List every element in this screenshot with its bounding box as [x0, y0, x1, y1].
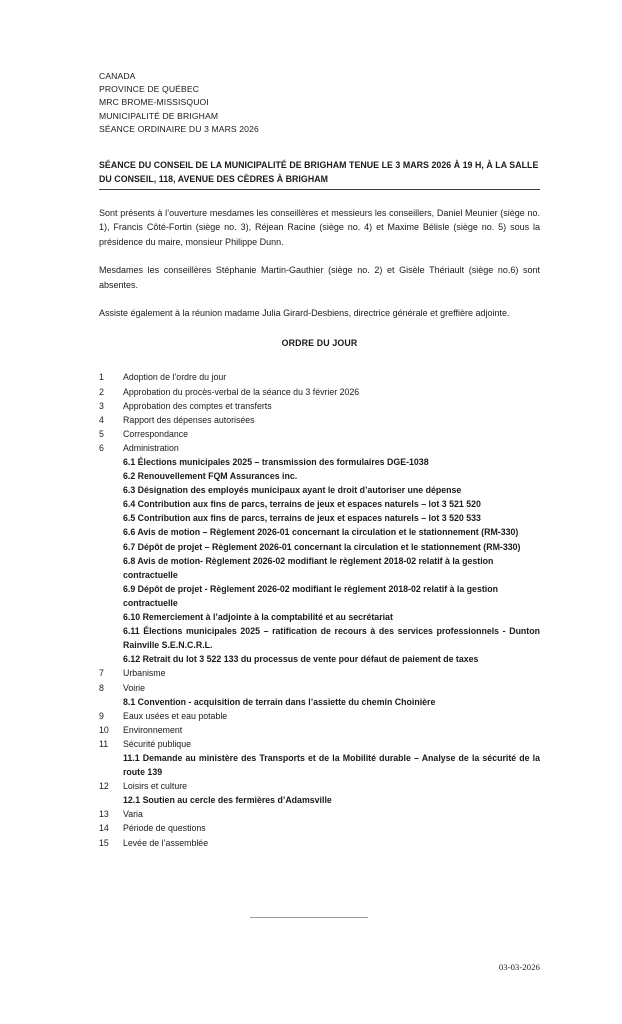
header-line-country: CANADA — [99, 71, 136, 81]
agenda-item — [99, 681, 540, 695]
agenda-item-label: 6.10 Remerciement à l’adjointe à la comptabilité et au secrétariat — [123, 612, 393, 623]
agenda-item — [99, 666, 540, 680]
agenda-item-number: 10 — [99, 724, 109, 735]
signature-line — [250, 917, 368, 918]
agenda-item-number: 3 — [99, 400, 104, 411]
agenda-item — [99, 385, 540, 399]
agenda-item-label: Levée de l’assemblée — [123, 837, 209, 848]
agenda-item-label: Loisirs et culture — [123, 781, 188, 792]
agenda-item-number: 15 — [99, 837, 109, 848]
agenda-item-number: 8 — [99, 682, 104, 693]
agenda-item-label: 6.5 Contribution aux fins de parcs, terrains de jeux et espaces naturels – lot 3 520 533 — [123, 513, 481, 524]
agenda-sub-item — [99, 624, 540, 652]
agenda-item-number: 12 — [99, 781, 109, 792]
agenda-item-label: Rapport des dépenses autorisées — [123, 414, 255, 425]
agenda-sub-item — [99, 469, 540, 483]
agenda-item-label: 6.3 Désignation des employés municipaux ayant le droit d’autoriser une dépense — [123, 485, 462, 496]
agenda-item — [99, 779, 540, 793]
agenda-item-label: Correspondance — [123, 428, 189, 439]
agenda-item-label: 6.8 Avis de motion- Règlement 2026-02 modifiant le règlement 2018-02 relatif à la gestion contractuelle — [123, 555, 494, 580]
footer-date: 03-03-2026 — [498, 962, 540, 972]
agenda-item-number: 7 — [99, 668, 104, 679]
agenda-item-number: 4 — [99, 414, 104, 425]
header-line-session: SÉANCE ORDINAIRE DU 3 MARS 2026 — [99, 123, 259, 134]
agenda-item — [99, 723, 540, 737]
agenda-item — [99, 399, 540, 413]
agenda-sub-item — [99, 582, 540, 610]
agenda-item-label: 6.12 Retrait du lot 3 522 133 du processus de vente pour défaut de paiement de taxes — [123, 654, 479, 665]
header-line-municipality: MUNICIPALITÉ DE BRIGHAM — [99, 110, 219, 121]
paragraph-secretary: Assiste également à la réunion madame Julia Girard-Desbiens, directrice générale et greffière adjointe. — [99, 308, 510, 319]
agenda-item-label: 6.2 Renouvellement FQM Assurances inc. — [123, 471, 298, 482]
agenda-list — [99, 370, 540, 849]
agenda-item-label: Voirie — [123, 682, 146, 693]
agenda-item-label: 12.1 Soutien au cercle des fermières d’Adamsville — [123, 795, 332, 806]
agenda-item-label: Administration — [123, 442, 179, 453]
agenda-item-label: Urbanisme — [123, 668, 166, 679]
document-header-block — [99, 70, 540, 136]
agenda-item-number: 1 — [99, 372, 104, 383]
agenda-item-label: Approbation du procès-verbal de la séance du 3 février 2026 — [123, 386, 360, 397]
document-title: SÉANCE DU CONSEIL DE LA MUNICIPALITÉ DE BRIGHAM TENUE LE 3 MARS 2026 À 19 H, À LA SALLE DU CONSEIL, 118, AVENUE DES CÈDRES À BRIGHAM — [99, 160, 539, 185]
agenda-item-label: Sécurité publique — [123, 738, 191, 749]
header-line-province: PROVINCE DE QUÉBEC — [99, 84, 200, 95]
agenda-item — [99, 836, 540, 850]
agenda-item-label: Adoption de l’ordre du jour — [123, 372, 227, 383]
agenda-item-label: 6.6 Avis de motion – Règlement 2026-01 concernant la circulation et le stationnement (RM-330) — [123, 527, 519, 538]
agenda-item-number: 6 — [99, 442, 104, 453]
agenda-item — [99, 427, 540, 441]
agenda-sub-item — [99, 610, 540, 624]
agenda-item — [99, 441, 540, 455]
agenda-item-number: 14 — [99, 823, 109, 834]
agenda-item-number: 11 — [99, 738, 109, 749]
document-body — [99, 70, 540, 850]
agenda-sub-item — [99, 695, 540, 709]
agenda-item — [99, 807, 540, 821]
agenda-item-number: 9 — [99, 710, 104, 721]
agenda-heading: ORDRE DU JOUR — [281, 338, 358, 349]
agenda-item-label: Environnement — [123, 724, 183, 735]
agenda-sub-item — [99, 554, 540, 582]
agenda-sub-item — [99, 525, 540, 539]
agenda-sub-item — [99, 511, 540, 525]
agenda-item-number: 13 — [99, 809, 109, 820]
header-line-mrc: MRC BROME-MISSISQUOI — [99, 97, 209, 108]
agenda-sub-item — [99, 497, 540, 511]
paragraph-attendance: Sont présents à l’ouverture mesdames les conseillères et messieurs les conseillers, Daniel Meunier (siège no. 1), Francis Côté-Fortin (siège no. 3), Réjean Racine (siège no. 4) et Maxime Bélisle (siège no. 5) sous la présidence du maire, monsieur Philippe Dunn. — [99, 208, 540, 247]
agenda-item-number: 2 — [99, 386, 104, 397]
agenda-item-label: 11.1 Demande au ministère des Transports et de la Mobilité durable – Analyse de la sécurité de la route 139 — [123, 752, 540, 778]
agenda-item-label: Approbation des comptes et transferts — [123, 400, 272, 411]
agenda-item-label: Période de questions — [123, 823, 206, 834]
agenda-item — [99, 413, 540, 427]
agenda-item-label: Eaux usées et eau potable — [123, 710, 228, 721]
agenda-item-label: 8.1 Convention - acquisition de terrain dans l’assiette du chemin Choinière — [123, 696, 436, 707]
agenda-item-number: 5 — [99, 428, 104, 439]
agenda-sub-item — [99, 455, 540, 469]
title-divider — [99, 189, 540, 190]
agenda-item — [99, 821, 540, 835]
agenda-sub-item — [99, 793, 540, 807]
paragraph-absences: Mesdames les conseillères Stéphanie Martin-Gauthier (siège no. 2) et Gisèle Thériault (siège no.6) sont absentes. — [99, 265, 540, 290]
agenda-item-label: 6.9 Dépôt de projet - Règlement 2026-02 modifiant le règlement 2018-02 relatif à la gestion contractuelle — [123, 583, 498, 608]
agenda-sub-item — [99, 751, 540, 779]
agenda-item — [99, 737, 540, 751]
agenda-item — [99, 709, 540, 723]
agenda-sub-item — [99, 483, 540, 497]
agenda-item-label: 6.11 Élections municipales 2025 – ratification de recours à des services professionnels - Dunton Rainville S.E.N.C.R.L. — [123, 626, 540, 651]
agenda-sub-item — [99, 540, 540, 554]
agenda-item-label: 6.4 Contribution aux fins de parcs, terrains de jeux et espaces naturels – lot 3 521 520 — [123, 499, 481, 510]
agenda-sub-item — [99, 652, 540, 666]
agenda-item-label: Varia — [123, 809, 143, 820]
agenda-item — [99, 370, 540, 384]
agenda-item-label: 6.7 Dépôt de projet – Règlement 2026-01 concernant la circulation et le stationnement (RM-330) — [123, 541, 521, 552]
agenda-item-label: 6.1 Élections municipales 2025 – transmission des formulaires DGE-1038 — [123, 457, 429, 468]
